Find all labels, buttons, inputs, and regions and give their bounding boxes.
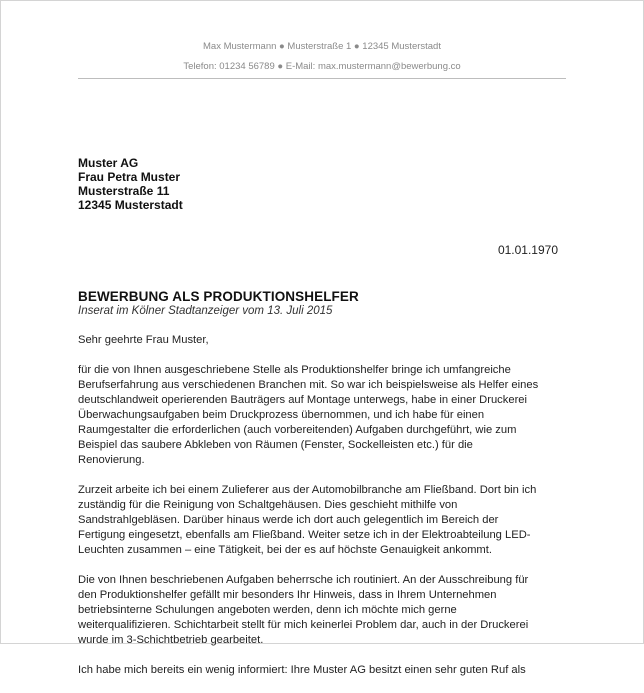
text-line: Ich habe mich bereits ein wenig informiert: Ihre Muster AG besitzt einen sehr guten Ruf als	[78, 664, 526, 676]
text-line: Berufserfahrung aus verschiedenen Branchen mit. So war ich beispielsweise als Helfer eines	[78, 379, 539, 391]
letter-date: 01.01.1970	[497, 243, 558, 257]
text-line: Beispiel das saubere Abkleben von Räumen (Fenster, Sockelleisten etc.) für die	[78, 439, 473, 451]
header-divider	[78, 78, 566, 79]
paragraph-2	[78, 483, 578, 558]
text-line: weiterqualifizieren. Schichtarbeit stellt für mich keinerlei Problem dar, auch in der Druckerei	[78, 619, 529, 631]
text-line: Zurzeit arbeite ich bei einem Zulieferer aus der Automobilbranche am Fließband. Dort bin ich	[78, 484, 537, 496]
text-line: wurde im 3-Schichtbetrieb gearbeitet.	[78, 634, 264, 646]
text-line: Renovierung.	[78, 454, 145, 466]
salutation	[78, 333, 578, 348]
text-line: Leuchten zusammen – eine Tätigkeit, bei der es auf höchste Genauigkeit ankommt.	[78, 544, 492, 556]
recipient-street: Musterstraße 11	[78, 184, 170, 198]
sender-address: Max Mustermann ● Musterstraße 1 ● 12345 Musterstadt	[203, 41, 441, 52]
text-line: für die von Ihnen ausgeschriebene Stelle als Produktionshelfer bringe ich umfangreiche	[78, 364, 511, 376]
sender-contact: Telefon: 01234 56789 ● E-Mail: max.mustermann@bewerbung.co	[183, 61, 461, 72]
text-line: Überwachungsaufgaben beim Druckprozess übernommen, und ich habe für einen	[78, 409, 485, 421]
sender-header	[0, 37, 644, 77]
letter-body	[78, 333, 578, 693]
text-line: deutschlandweit operierenden Bauträgers auf Montage unterwegs, habe in einer Druckerei	[78, 394, 528, 406]
paragraph-3	[78, 573, 578, 648]
paragraph-1	[78, 363, 578, 468]
text-line: Fertigung eingesetzt, ebenfalls am Fließband. Weiter setze ich in der Elektroabteilung LED-	[78, 529, 531, 541]
text-line: betriebsinterne Schulungen angeboten werden, denn ich möchte mich gerne	[78, 604, 457, 616]
recipient-person: Frau Petra Muster	[78, 170, 181, 184]
text-line: Die von Ihnen beschriebenen Aufgaben beherrsche ich routiniert. An der Ausschreibung für	[78, 574, 529, 586]
text-line: Raumgestalter die erforderlichen (auch vorbereitenden) Aufgaben durchgeführt, wie zum	[78, 424, 517, 436]
letter-reference: Inserat im Kölner Stadtanzeiger vom 13. Juli 2015	[78, 305, 333, 317]
recipient-city: 12345 Musterstadt	[78, 198, 183, 212]
letter-subject: BEWERBUNG ALS PRODUKTIONSHELFER	[78, 289, 359, 304]
salutation-text: Sehr geehrte Frau Muster,	[78, 334, 209, 346]
text-line: zuständig für die Reinigung von Schaltgehäusen. Dies geschieht mithilfe von	[78, 499, 458, 511]
text-line: den Produktionshelfer gefällt mir besonders Ihr Hinweis, dass in Ihrem Unternehmen	[78, 589, 497, 601]
recipient-address	[78, 156, 183, 212]
recipient-company: Muster AG	[78, 156, 139, 170]
paragraph-4	[78, 663, 578, 678]
text-line: Sandstrahlgebläsen. Darüber hinaus werde ich dort auch gelegentlich im Bereich der	[78, 514, 499, 526]
